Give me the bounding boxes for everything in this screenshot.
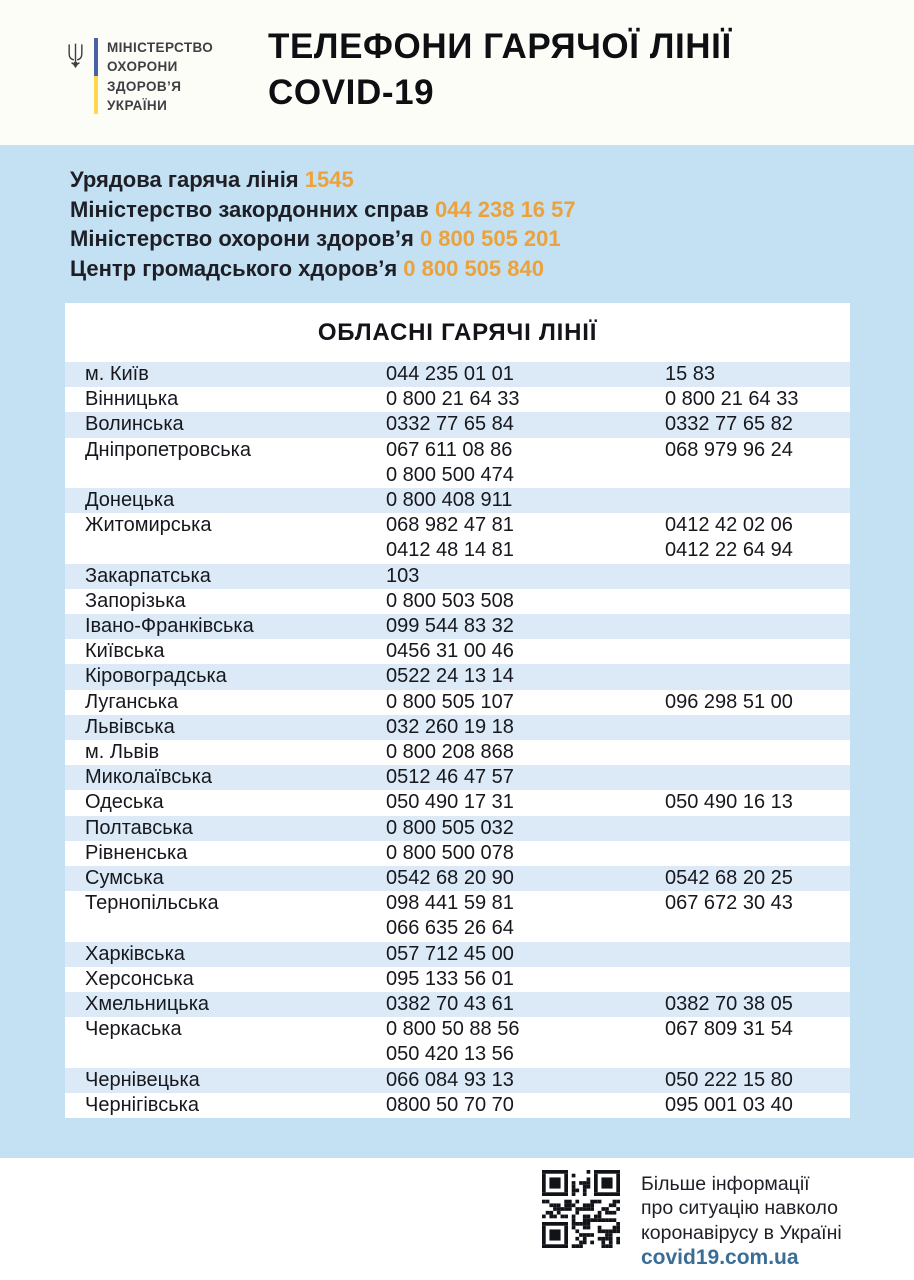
region-name: Сумська [85, 867, 164, 890]
flag-bar [94, 38, 98, 114]
main-section [0, 145, 914, 1158]
footer-line: Більше інформації [641, 1173, 810, 1195]
phone-primary: 0800 50 70 70 [386, 1093, 514, 1116]
national-hotlines [0, 165, 914, 283]
page-title [268, 24, 732, 116]
ministry-logo [66, 38, 213, 115]
table-row [65, 639, 850, 664]
table-row [65, 690, 850, 715]
phone-secondary: 0332 77 65 82 [665, 413, 793, 436]
phone-secondary: 15 83 [665, 363, 716, 385]
region-name: Хмельницька [85, 993, 210, 1016]
phone-primary: 0 800 208 868 [386, 741, 514, 764]
phone-secondary [665, 765, 850, 790]
phone-primary: 0 800 50 88 56 050 420 13 56 [386, 1018, 520, 1066]
phone-secondary: 050 222 15 80 [665, 1068, 793, 1091]
table-row [65, 992, 850, 1017]
phone-primary: 0 800 505 032 [386, 816, 514, 839]
table-row [65, 891, 850, 941]
table-row [65, 1017, 850, 1067]
phone-secondary [665, 942, 850, 967]
table-row [65, 715, 850, 740]
table-body [65, 362, 850, 1118]
header [0, 0, 914, 145]
phone-primary: 098 441 59 81 066 635 26 64 [386, 892, 514, 940]
phone-primary: 0 800 503 508 [386, 589, 514, 612]
qr-code [542, 1170, 620, 1248]
phone-primary: 032 260 19 18 [386, 715, 514, 738]
hotline-item [70, 254, 914, 284]
region-name: Одеська [85, 791, 164, 814]
table-row [65, 1093, 850, 1118]
hotline-item [70, 195, 914, 225]
phone-primary: 103 [386, 564, 420, 587]
phone-primary: 068 982 47 81 0412 48 14 81 [386, 514, 514, 562]
region-name: Закарпатська [85, 564, 211, 587]
region-name: Вінницька [85, 388, 179, 411]
table-row [65, 1068, 850, 1093]
table-title: ОБЛАСНІ ГАРЯЧІ ЛІНІЇ [317, 318, 598, 346]
phone-secondary [665, 488, 850, 513]
phone-primary: 0 800 500 078 [386, 841, 514, 864]
flag-blue-segment [94, 38, 98, 76]
phone-secondary: 095 001 03 40 [665, 1093, 793, 1116]
region-name: Волинська [85, 413, 184, 436]
page-title-line1: ТЕЛЕФОНИ ГАРЯЧОЇ ЛІНІЇ [268, 27, 732, 66]
phone-primary: 067 611 08 86 0 800 500 474 [386, 438, 514, 486]
phone-secondary: 0382 70 38 05 [665, 993, 793, 1016]
phone-secondary [665, 715, 850, 740]
phone-primary: 099 544 83 32 [386, 615, 514, 638]
hotline-item [70, 224, 914, 254]
footer [0, 1158, 914, 1280]
trident-icon [66, 42, 85, 69]
phone-secondary [665, 564, 850, 589]
region-name: Київська [85, 640, 165, 663]
table-row [65, 790, 850, 815]
phone-secondary: 067 672 30 43 [665, 892, 793, 915]
table-row [65, 513, 850, 563]
table-row [65, 387, 850, 412]
table-row [65, 438, 850, 488]
region-name: Рівненська [85, 841, 188, 864]
region-name: Луганська [85, 690, 179, 713]
phone-primary: 057 712 45 00 [386, 942, 514, 965]
phone-primary: 066 084 93 13 [386, 1068, 514, 1091]
region-name: Черкаська [85, 1018, 182, 1041]
table-row [65, 564, 850, 589]
table-row [65, 942, 850, 967]
region-name: Чернівецька [85, 1068, 200, 1091]
hotline-number: 1545 [304, 167, 354, 192]
table-row [65, 967, 850, 992]
phone-secondary: 068 979 96 24 [665, 438, 793, 461]
phone-secondary: 0 800 21 64 33 [665, 388, 799, 411]
table-row [65, 765, 850, 790]
region-name: Івано-Франківська [85, 615, 254, 638]
hotline-number: 0 800 505 201 [419, 226, 561, 251]
region-name: Тернопільська [85, 892, 219, 915]
table-row [65, 866, 850, 891]
phone-primary: 0522 24 13 14 [386, 665, 514, 688]
table-row [65, 412, 850, 437]
region-name: м. Київ [85, 363, 149, 385]
region-name: Херсонська [85, 967, 194, 990]
phone-primary: 0382 70 43 61 [386, 993, 514, 1016]
flag-yellow-segment [94, 76, 98, 114]
hotline-label: Міністерство закордонних справ [70, 196, 435, 222]
phone-secondary: 050 490 16 13 [665, 791, 793, 814]
phone-secondary [665, 740, 850, 765]
phone-primary: 0456 31 00 46 [386, 640, 514, 663]
region-name: Львівська [85, 715, 175, 738]
hotline-item [70, 165, 914, 195]
phone-primary: 0512 46 47 57 [386, 766, 514, 789]
region-name: Полтавська [85, 816, 193, 839]
region-name: м. Львів [85, 741, 160, 764]
phone-secondary [665, 614, 850, 639]
region-name: Запорізька [85, 589, 186, 612]
region-name: Миколаївська [85, 766, 212, 789]
hotline-label: Урядова гаряча лінія [70, 167, 305, 192]
page-title-line2: COVID-19 [268, 73, 435, 112]
region-name: Кіровоградська [85, 665, 227, 688]
footer-text [641, 1172, 842, 1271]
regional-table [65, 303, 850, 1118]
footer-line: про ситуацію навколо [641, 1197, 838, 1220]
phone-secondary: 0412 42 02 06 0412 22 64 94 [665, 514, 793, 562]
phone-secondary [665, 967, 850, 992]
table-row [65, 589, 850, 614]
phone-secondary: 096 298 51 00 [665, 690, 793, 713]
phone-secondary [665, 816, 850, 841]
table-row [65, 841, 850, 866]
table-row [65, 614, 850, 639]
region-name: Житомирська [85, 514, 212, 537]
table-row [65, 664, 850, 689]
table-row [65, 362, 850, 387]
phone-secondary [665, 664, 850, 689]
footer-line: коронавірусу в Україні [641, 1221, 842, 1244]
phone-secondary [665, 841, 850, 866]
phone-primary: 0332 77 65 84 [386, 413, 514, 436]
region-name: Донецька [85, 489, 175, 512]
phone-primary: 095 133 56 01 [386, 967, 514, 990]
phone-primary: 044 235 01 01 [386, 363, 514, 385]
phone-primary: 0542 68 20 90 [386, 867, 514, 890]
hotline-number: 0 800 505 840 [403, 255, 544, 281]
ministry-name: МІНІСТЕРСТВО ОХОРОНИ ЗДОРОВ’Я УКРАЇНИ [107, 40, 214, 113]
table-row [65, 488, 850, 513]
hotline-number: 044 238 16 57 [434, 196, 576, 222]
table-row [65, 740, 850, 765]
phone-primary: 050 490 17 31 [386, 791, 514, 814]
hotline-label: Міністерство охорони здоров’я [70, 226, 420, 251]
phone-secondary: 067 809 31 54 [665, 1018, 793, 1041]
region-name: Харківська [85, 942, 185, 965]
hotline-label: Центр громадського хдоров’я [70, 255, 404, 281]
phone-primary: 0 800 21 64 33 [386, 388, 520, 411]
phone-primary: 0 800 505 107 [386, 690, 514, 713]
covid-site-link[interactable]: covid19.com.ua [641, 1245, 799, 1269]
region-name: Чернігівська [85, 1093, 199, 1116]
region-name: Дніпропетровська [85, 438, 251, 461]
phone-primary: 0 800 408 911 [386, 489, 513, 512]
phone-secondary [665, 639, 850, 664]
phone-secondary [665, 589, 850, 614]
phone-secondary: 0542 68 20 25 [665, 867, 793, 890]
table-row [65, 816, 850, 841]
